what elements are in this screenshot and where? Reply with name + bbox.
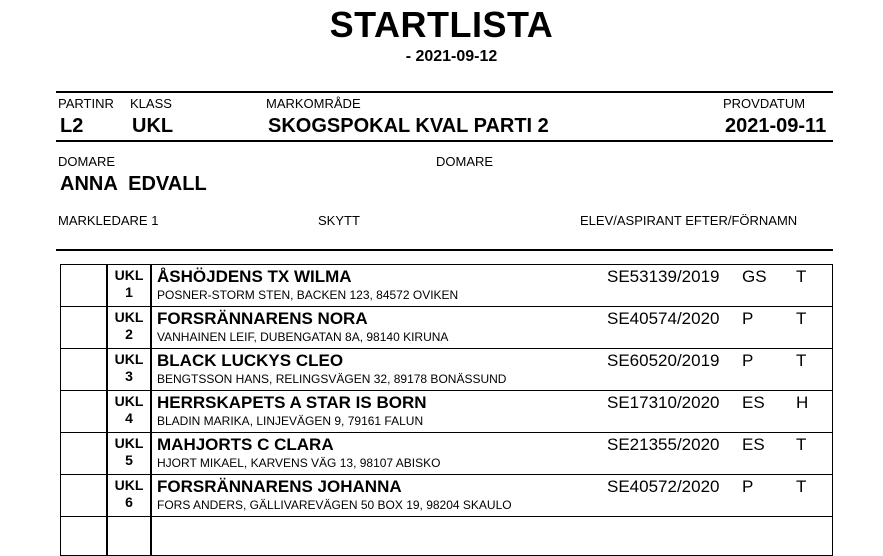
empty-cell — [107, 517, 151, 556]
owner-info: POSNER-STORM STEN, BACKEN 123, 84572 OVIKEN — [157, 288, 459, 302]
divider — [56, 140, 833, 142]
klass-label: KLASS — [130, 96, 172, 111]
domare1-value: ANNA EDVALL — [60, 173, 207, 195]
entry-number: 3 — [125, 368, 133, 384]
sex-code: T — [796, 267, 807, 286]
sex-code: T — [796, 477, 807, 496]
divider — [56, 91, 833, 93]
entry-number: 5 — [125, 452, 133, 468]
empty-cell — [61, 265, 108, 307]
dog-name: BLACK LUCKYS CLEO — [157, 351, 344, 370]
entry-klass: UKL — [114, 393, 144, 409]
partinr-label: PARTINR — [58, 96, 114, 111]
empty-cell — [61, 349, 108, 391]
registration-number: SE40574/2020 — [607, 309, 720, 328]
entry-cell — [151, 265, 833, 307]
breed-code: P — [742, 351, 754, 370]
entry-number: 4 — [125, 410, 133, 426]
breed-code: P — [742, 477, 754, 496]
klass-cell — [107, 265, 151, 307]
provdatum-label: PROVDATUM — [723, 96, 806, 111]
page-date: - 2021-09-12 — [405, 48, 498, 65]
markomrade-label: MARKOMRÅDE — [266, 96, 361, 111]
owner-info: FORS ANDERS, GÄLLIVAREVÄGEN 50 BOX 19, 98204 SKAULO — [157, 498, 512, 512]
entry-cell — [151, 307, 833, 349]
empty-row — [61, 517, 833, 556]
breed-code: ES — [742, 393, 765, 412]
empty-cell — [61, 517, 108, 556]
startlist-table — [60, 264, 833, 556]
sex-code: T — [796, 435, 807, 454]
provdatum-value: 2021-09-11 — [725, 115, 827, 137]
klass-cell — [107, 475, 151, 517]
registration-number: SE40572/2020 — [607, 477, 720, 496]
sex-code: T — [796, 351, 807, 370]
klass-cell — [107, 391, 151, 433]
table-row — [61, 475, 833, 517]
dog-name: HERRSKAPETS A STAR IS BORN — [157, 393, 427, 412]
empty-cell — [61, 307, 108, 349]
elev-label: ELEV/ASPIRANT EFTER/FÖRNAMN — [580, 213, 798, 228]
entry-klass: UKL — [114, 435, 144, 451]
dog-name: MAHJORTS C CLARA — [157, 435, 334, 454]
entry-cell — [151, 391, 833, 433]
registration-number: SE53139/2019 — [607, 267, 720, 286]
dog-name: FORSRÄNNARENS NORA — [157, 309, 368, 328]
dog-name: FORSRÄNNARENS JOHANNA — [157, 477, 402, 496]
table-row — [61, 391, 833, 433]
klass-cell — [107, 433, 151, 475]
entry-cell — [151, 475, 833, 517]
registration-number: SE21355/2020 — [607, 435, 720, 454]
entry-klass: UKL — [114, 309, 144, 325]
entry-number: 6 — [125, 494, 133, 510]
registration-number: SE17310/2020 — [607, 393, 720, 412]
skytt-label: SKYTT — [318, 213, 360, 228]
table-row — [61, 433, 833, 475]
empty-cell — [61, 475, 108, 517]
empty-cell — [151, 517, 833, 556]
dog-name: ÅSHÖJDENS TX WILMA — [157, 267, 352, 286]
owner-info: BLADIN MARIKA, LINJEVÄGEN 9, 79161 FALUN — [157, 414, 424, 428]
owner-info: VANHAINEN LEIF, DUBENGATAN 8A, 98140 KIRUNA — [157, 330, 449, 344]
domare2-label: DOMARE — [436, 154, 494, 169]
markledare-label: MARKLEDARE 1 — [58, 213, 159, 228]
partinr-value: L2 — [60, 115, 84, 137]
empty-cell — [61, 391, 108, 433]
page-title: STARTLISTA — [329, 4, 554, 45]
entry-number: 1 — [125, 284, 133, 300]
klass-cell — [107, 307, 151, 349]
startlist-body — [61, 265, 833, 556]
sex-code: H — [796, 393, 809, 412]
markomrade-value: SKOGSPOKAL KVAL PARTI 2 — [268, 115, 549, 137]
empty-cell — [61, 433, 108, 475]
owner-info: HJORT MIKAEL, KARVENS VÄG 13, 98107 ABISKO — [157, 456, 441, 470]
entry-klass: UKL — [114, 351, 144, 367]
sex-code: T — [796, 309, 807, 328]
table-row — [61, 265, 833, 307]
entry-number: 2 — [125, 326, 133, 342]
table-row — [61, 307, 833, 349]
registration-number: SE60520/2019 — [607, 351, 720, 370]
divider — [56, 249, 833, 251]
table-row — [61, 349, 833, 391]
entry-cell — [151, 349, 833, 391]
entry-klass: UKL — [114, 267, 144, 283]
breed-code: ES — [742, 435, 765, 454]
entry-klass: UKL — [114, 477, 144, 493]
breed-code: GS — [742, 267, 767, 286]
domare1-label: DOMARE — [58, 154, 116, 169]
breed-code: P — [742, 309, 754, 328]
klass-cell — [107, 349, 151, 391]
klass-value: UKL — [132, 115, 174, 137]
entry-cell — [151, 433, 833, 475]
owner-info: BENGTSSON HANS, RELINGSVÄGEN 32, 89178 BONÄSSUND — [157, 372, 507, 386]
